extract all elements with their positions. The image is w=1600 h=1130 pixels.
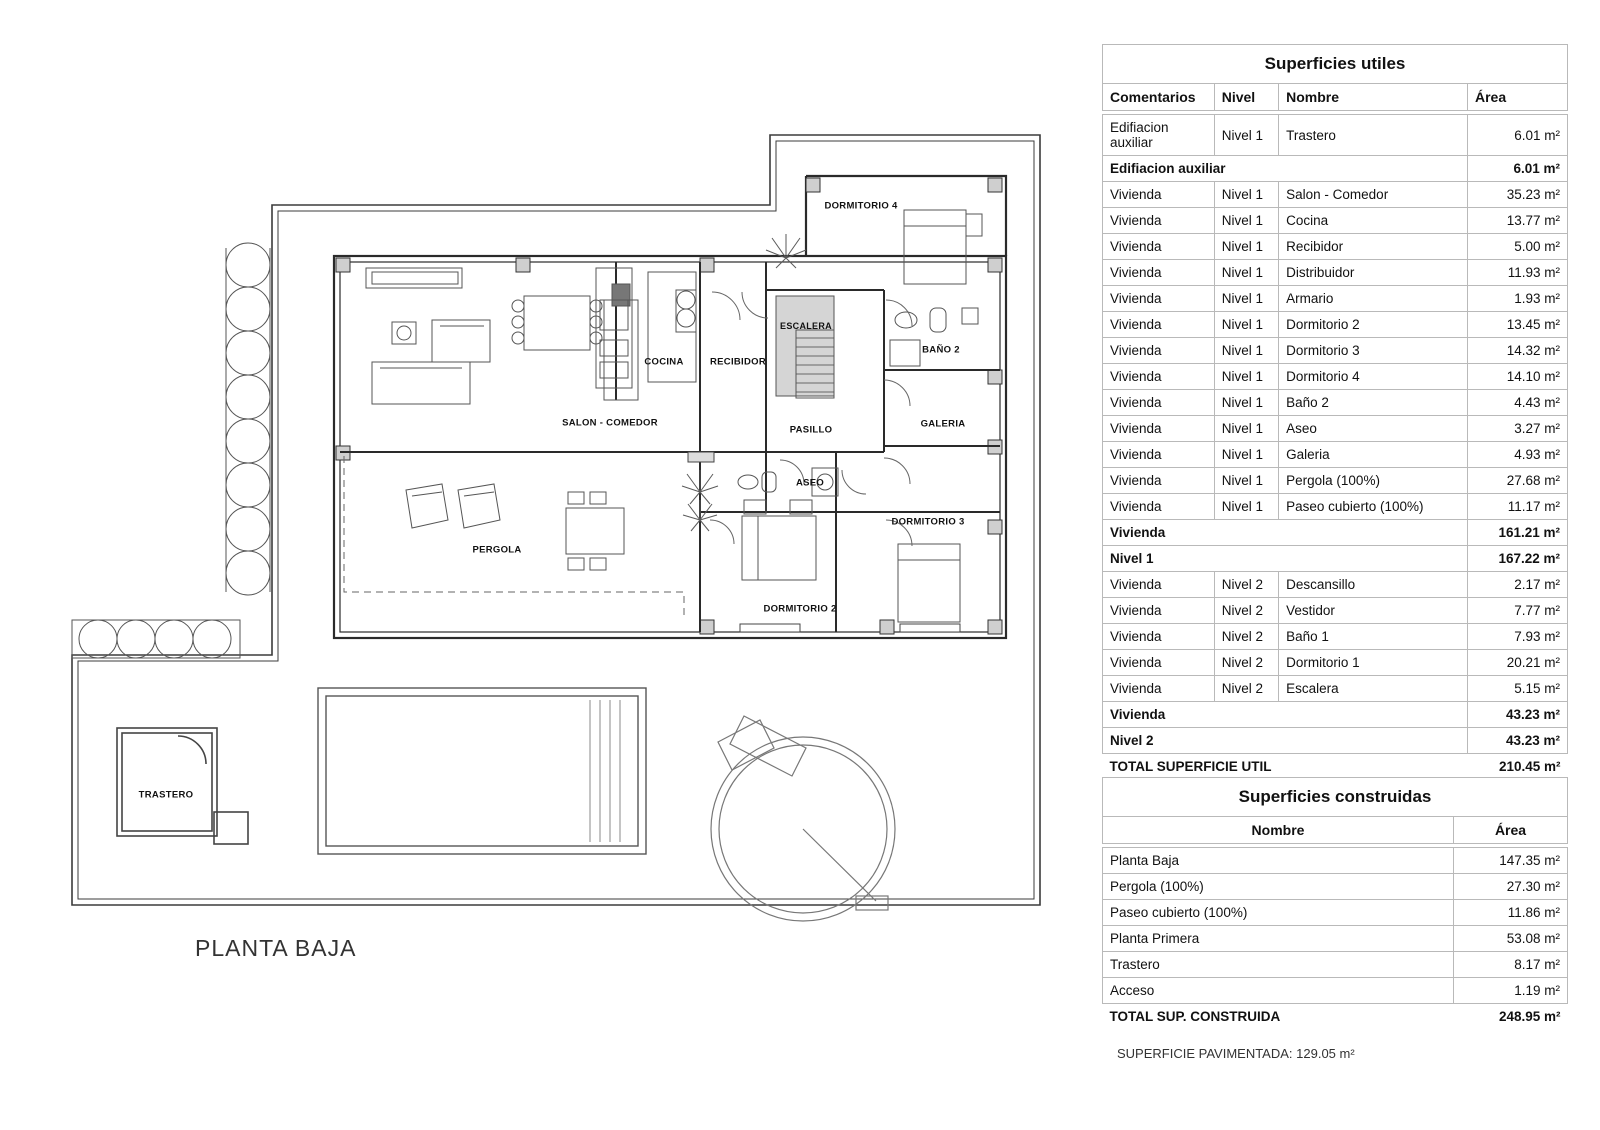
col-header-nombre: Nombre xyxy=(1279,84,1468,111)
cell-area: 6.01 m² xyxy=(1467,115,1567,156)
cell-nivel: Nivel 1 xyxy=(1214,416,1278,442)
cell-area: 13.77 m² xyxy=(1467,208,1567,234)
cell-area: 14.10 m² xyxy=(1467,364,1567,390)
cell-comentario: Vivienda xyxy=(1103,338,1215,364)
cell-comentario: Vivienda xyxy=(1103,624,1215,650)
cell-nombre: Descansillo xyxy=(1279,572,1468,598)
cell-area: 11.17 m² xyxy=(1467,494,1567,520)
cell-area: 11.93 m² xyxy=(1467,260,1567,286)
cell-area: 5.00 m² xyxy=(1467,234,1567,260)
cell-nivel: Nivel 1 xyxy=(1214,312,1278,338)
paved-surface-note: SUPERFICIE PAVIMENTADA: 129.05 m² xyxy=(1117,1046,1355,1061)
table-row xyxy=(1103,978,1568,1004)
cell-subtotal-label: Edifiacion auxiliar xyxy=(1103,156,1468,182)
table-row-subtotal xyxy=(1103,702,1568,728)
cell-area: 161.21 m² xyxy=(1467,520,1567,546)
cell-area: 53.08 m² xyxy=(1454,926,1568,952)
table-row xyxy=(1103,926,1568,952)
cell-area: 248.95 m² xyxy=(1454,1004,1568,1030)
table-row-subtotal xyxy=(1103,156,1568,182)
room-label: TRASTERO xyxy=(138,789,194,801)
cell-nivel: Nivel 1 xyxy=(1214,390,1278,416)
cell-area: 147.35 m² xyxy=(1454,848,1568,874)
cell-nivel: Nivel 1 xyxy=(1214,182,1278,208)
table-row xyxy=(1103,260,1568,286)
cell-area: 7.93 m² xyxy=(1467,624,1567,650)
table-row xyxy=(1103,468,1568,494)
cell-nombre: Trastero xyxy=(1103,952,1454,978)
cell-area: 6.01 m² xyxy=(1467,156,1567,182)
cell-area: 43.23 m² xyxy=(1467,728,1567,754)
room-label: ESCALERA xyxy=(780,321,832,331)
cell-nivel: Nivel 2 xyxy=(1214,572,1278,598)
cell-nombre: Acceso xyxy=(1103,978,1454,1004)
cell-nivel: Nivel 1 xyxy=(1214,286,1278,312)
cell-nombre: Planta Primera xyxy=(1103,926,1454,952)
room-label: GALERIA xyxy=(920,418,966,430)
table-row xyxy=(1103,286,1568,312)
cell-nombre: Planta Baja xyxy=(1103,848,1454,874)
cell-nombre: Recibidor xyxy=(1279,234,1468,260)
table-row xyxy=(1103,312,1568,338)
cell-comentario: Vivienda xyxy=(1103,416,1215,442)
table-row-subtotal xyxy=(1103,546,1568,572)
col-header-area: Área xyxy=(1454,817,1568,844)
cell-nivel: Nivel 1 xyxy=(1214,115,1278,156)
cell-area: 3.27 m² xyxy=(1467,416,1567,442)
table-row xyxy=(1103,115,1568,156)
cell-subtotal-label: Vivienda xyxy=(1103,520,1468,546)
cell-nombre: Salon - Comedor xyxy=(1279,182,1468,208)
cell-nombre: Baño 1 xyxy=(1279,624,1468,650)
cell-nivel: Nivel 1 xyxy=(1214,338,1278,364)
table-row xyxy=(1103,182,1568,208)
plan-title: PLANTA BAJA xyxy=(195,935,357,961)
table-row xyxy=(1103,874,1568,900)
cell-comentario: Vivienda xyxy=(1103,598,1215,624)
cell-nombre: Vestidor xyxy=(1279,598,1468,624)
room-label: RECIBIDOR xyxy=(709,356,767,368)
cell-nombre: Galeria xyxy=(1279,442,1468,468)
table-row-total xyxy=(1103,1004,1568,1030)
cell-area: 5.15 m² xyxy=(1467,676,1567,702)
cell-area: 35.23 m² xyxy=(1467,182,1567,208)
cell-nivel: Nivel 1 xyxy=(1214,442,1278,468)
cell-nombre: Dormitorio 3 xyxy=(1279,338,1468,364)
cell-area: 14.32 m² xyxy=(1467,338,1567,364)
cell-nivel: Nivel 1 xyxy=(1214,260,1278,286)
cell-area: 7.77 m² xyxy=(1467,598,1567,624)
room-label: DORMITORIO 3 xyxy=(891,516,965,528)
cell-area: 1.93 m² xyxy=(1467,286,1567,312)
cell-nivel: Nivel 1 xyxy=(1214,468,1278,494)
cell-nombre: Armario xyxy=(1279,286,1468,312)
cell-area: 167.22 m² xyxy=(1467,546,1567,572)
cell-comentario: Vivienda xyxy=(1103,572,1215,598)
table-title: Superficies construidas xyxy=(1103,778,1568,817)
cell-comentario: Vivienda xyxy=(1103,650,1215,676)
table-row-total xyxy=(1103,754,1568,780)
table-row xyxy=(1103,952,1568,978)
cell-area: 4.43 m² xyxy=(1467,390,1567,416)
room-label: PERGOLA xyxy=(472,544,522,556)
cell-subtotal-label: Nivel 2 xyxy=(1103,728,1468,754)
room-label: PASILLO xyxy=(789,424,833,436)
table-row xyxy=(1103,676,1568,702)
room-label: COCINA xyxy=(644,356,684,368)
room-label: DORMITORIO 2 xyxy=(763,603,837,615)
cell-area: 210.45 m² xyxy=(1467,754,1567,780)
table-row xyxy=(1103,598,1568,624)
table-row xyxy=(1103,650,1568,676)
table-row xyxy=(1103,416,1568,442)
cell-area: 4.93 m² xyxy=(1467,442,1567,468)
cell-nivel: Nivel 2 xyxy=(1214,650,1278,676)
table-row xyxy=(1103,234,1568,260)
cell-nombre: Trastero xyxy=(1279,115,1468,156)
table-row xyxy=(1103,208,1568,234)
cell-comentario: Vivienda xyxy=(1103,234,1215,260)
cell-comentario: Vivienda xyxy=(1103,390,1215,416)
col-header-nombre: Nombre xyxy=(1103,817,1454,844)
cell-nivel: Nivel 1 xyxy=(1214,494,1278,520)
cell-area: 27.30 m² xyxy=(1454,874,1568,900)
cell-area: 11.86 m² xyxy=(1454,900,1568,926)
cell-nivel: Nivel 1 xyxy=(1214,208,1278,234)
cell-subtotal-label: Vivienda xyxy=(1103,702,1468,728)
superficies-utiles-table xyxy=(1102,44,1568,779)
cell-nivel: Nivel 2 xyxy=(1214,598,1278,624)
room-label: SALON - COMEDOR xyxy=(562,417,658,429)
cell-nombre: Paseo cubierto (100%) xyxy=(1279,494,1468,520)
cell-nivel: Nivel 2 xyxy=(1214,624,1278,650)
cell-area: 8.17 m² xyxy=(1454,952,1568,978)
table-row xyxy=(1103,442,1568,468)
room-label: ASEO xyxy=(795,477,825,489)
room-label: DORMITORIO 4 xyxy=(824,200,898,212)
cell-comentario: Vivienda xyxy=(1103,260,1215,286)
cell-comentario: Vivienda xyxy=(1103,442,1215,468)
cell-nombre: Escalera xyxy=(1279,676,1468,702)
cell-comentario: Vivienda xyxy=(1103,286,1215,312)
cell-nombre: Baño 2 xyxy=(1279,390,1468,416)
cell-nombre: Cocina xyxy=(1279,208,1468,234)
cell-comentario: Vivienda xyxy=(1103,676,1215,702)
table-title: Superficies utiles xyxy=(1103,45,1568,84)
cell-nombre: Aseo xyxy=(1279,416,1468,442)
cell-nivel: Nivel 2 xyxy=(1214,676,1278,702)
cell-comentario: Vivienda xyxy=(1103,468,1215,494)
cell-comentario: Vivienda xyxy=(1103,182,1215,208)
cell-nombre: Pergola (100%) xyxy=(1279,468,1468,494)
cell-nombre: Distribuidor xyxy=(1279,260,1468,286)
col-header-area: Área xyxy=(1467,84,1567,111)
cell-comentario: Vivienda xyxy=(1103,208,1215,234)
cell-nombre: Paseo cubierto (100%) xyxy=(1103,900,1454,926)
cell-nivel: Nivel 1 xyxy=(1214,364,1278,390)
cell-nombre: Dormitorio 4 xyxy=(1279,364,1468,390)
cell-total-label: TOTAL SUP. CONSTRUIDA xyxy=(1103,1004,1454,1030)
table-row xyxy=(1103,390,1568,416)
table-row xyxy=(1103,572,1568,598)
cell-area: 13.45 m² xyxy=(1467,312,1567,338)
cell-comentario: Vivienda xyxy=(1103,494,1215,520)
table-row xyxy=(1103,494,1568,520)
table-row-subtotal xyxy=(1103,520,1568,546)
table-row xyxy=(1103,900,1568,926)
cell-comentario: Vivienda xyxy=(1103,364,1215,390)
cell-nombre: Dormitorio 1 xyxy=(1279,650,1468,676)
cell-total-label: TOTAL SUPERFICIE UTIL xyxy=(1103,754,1468,780)
cell-nombre: Pergola (100%) xyxy=(1103,874,1454,900)
cell-nivel: Nivel 1 xyxy=(1214,234,1278,260)
table-row-subtotal xyxy=(1103,728,1568,754)
table-row xyxy=(1103,624,1568,650)
table-row xyxy=(1103,338,1568,364)
cell-area: 20.21 m² xyxy=(1467,650,1567,676)
table-row xyxy=(1103,848,1568,874)
col-header-comentarios: Comentarios xyxy=(1103,84,1215,111)
cell-area: 43.23 m² xyxy=(1467,702,1567,728)
cell-comentario: Edifiacion auxiliar xyxy=(1103,115,1215,156)
superficies-construidas-table xyxy=(1102,777,1568,1029)
col-header-nivel: Nivel xyxy=(1214,84,1278,111)
cell-area: 27.68 m² xyxy=(1467,468,1567,494)
table-row xyxy=(1103,364,1568,390)
cell-comentario: Vivienda xyxy=(1103,312,1215,338)
cell-area: 2.17 m² xyxy=(1467,572,1567,598)
cell-subtotal-label: Nivel 1 xyxy=(1103,546,1468,572)
cell-nombre: Dormitorio 2 xyxy=(1279,312,1468,338)
cell-area: 1.19 m² xyxy=(1454,978,1568,1004)
room-label: BAÑO 2 xyxy=(922,344,960,356)
